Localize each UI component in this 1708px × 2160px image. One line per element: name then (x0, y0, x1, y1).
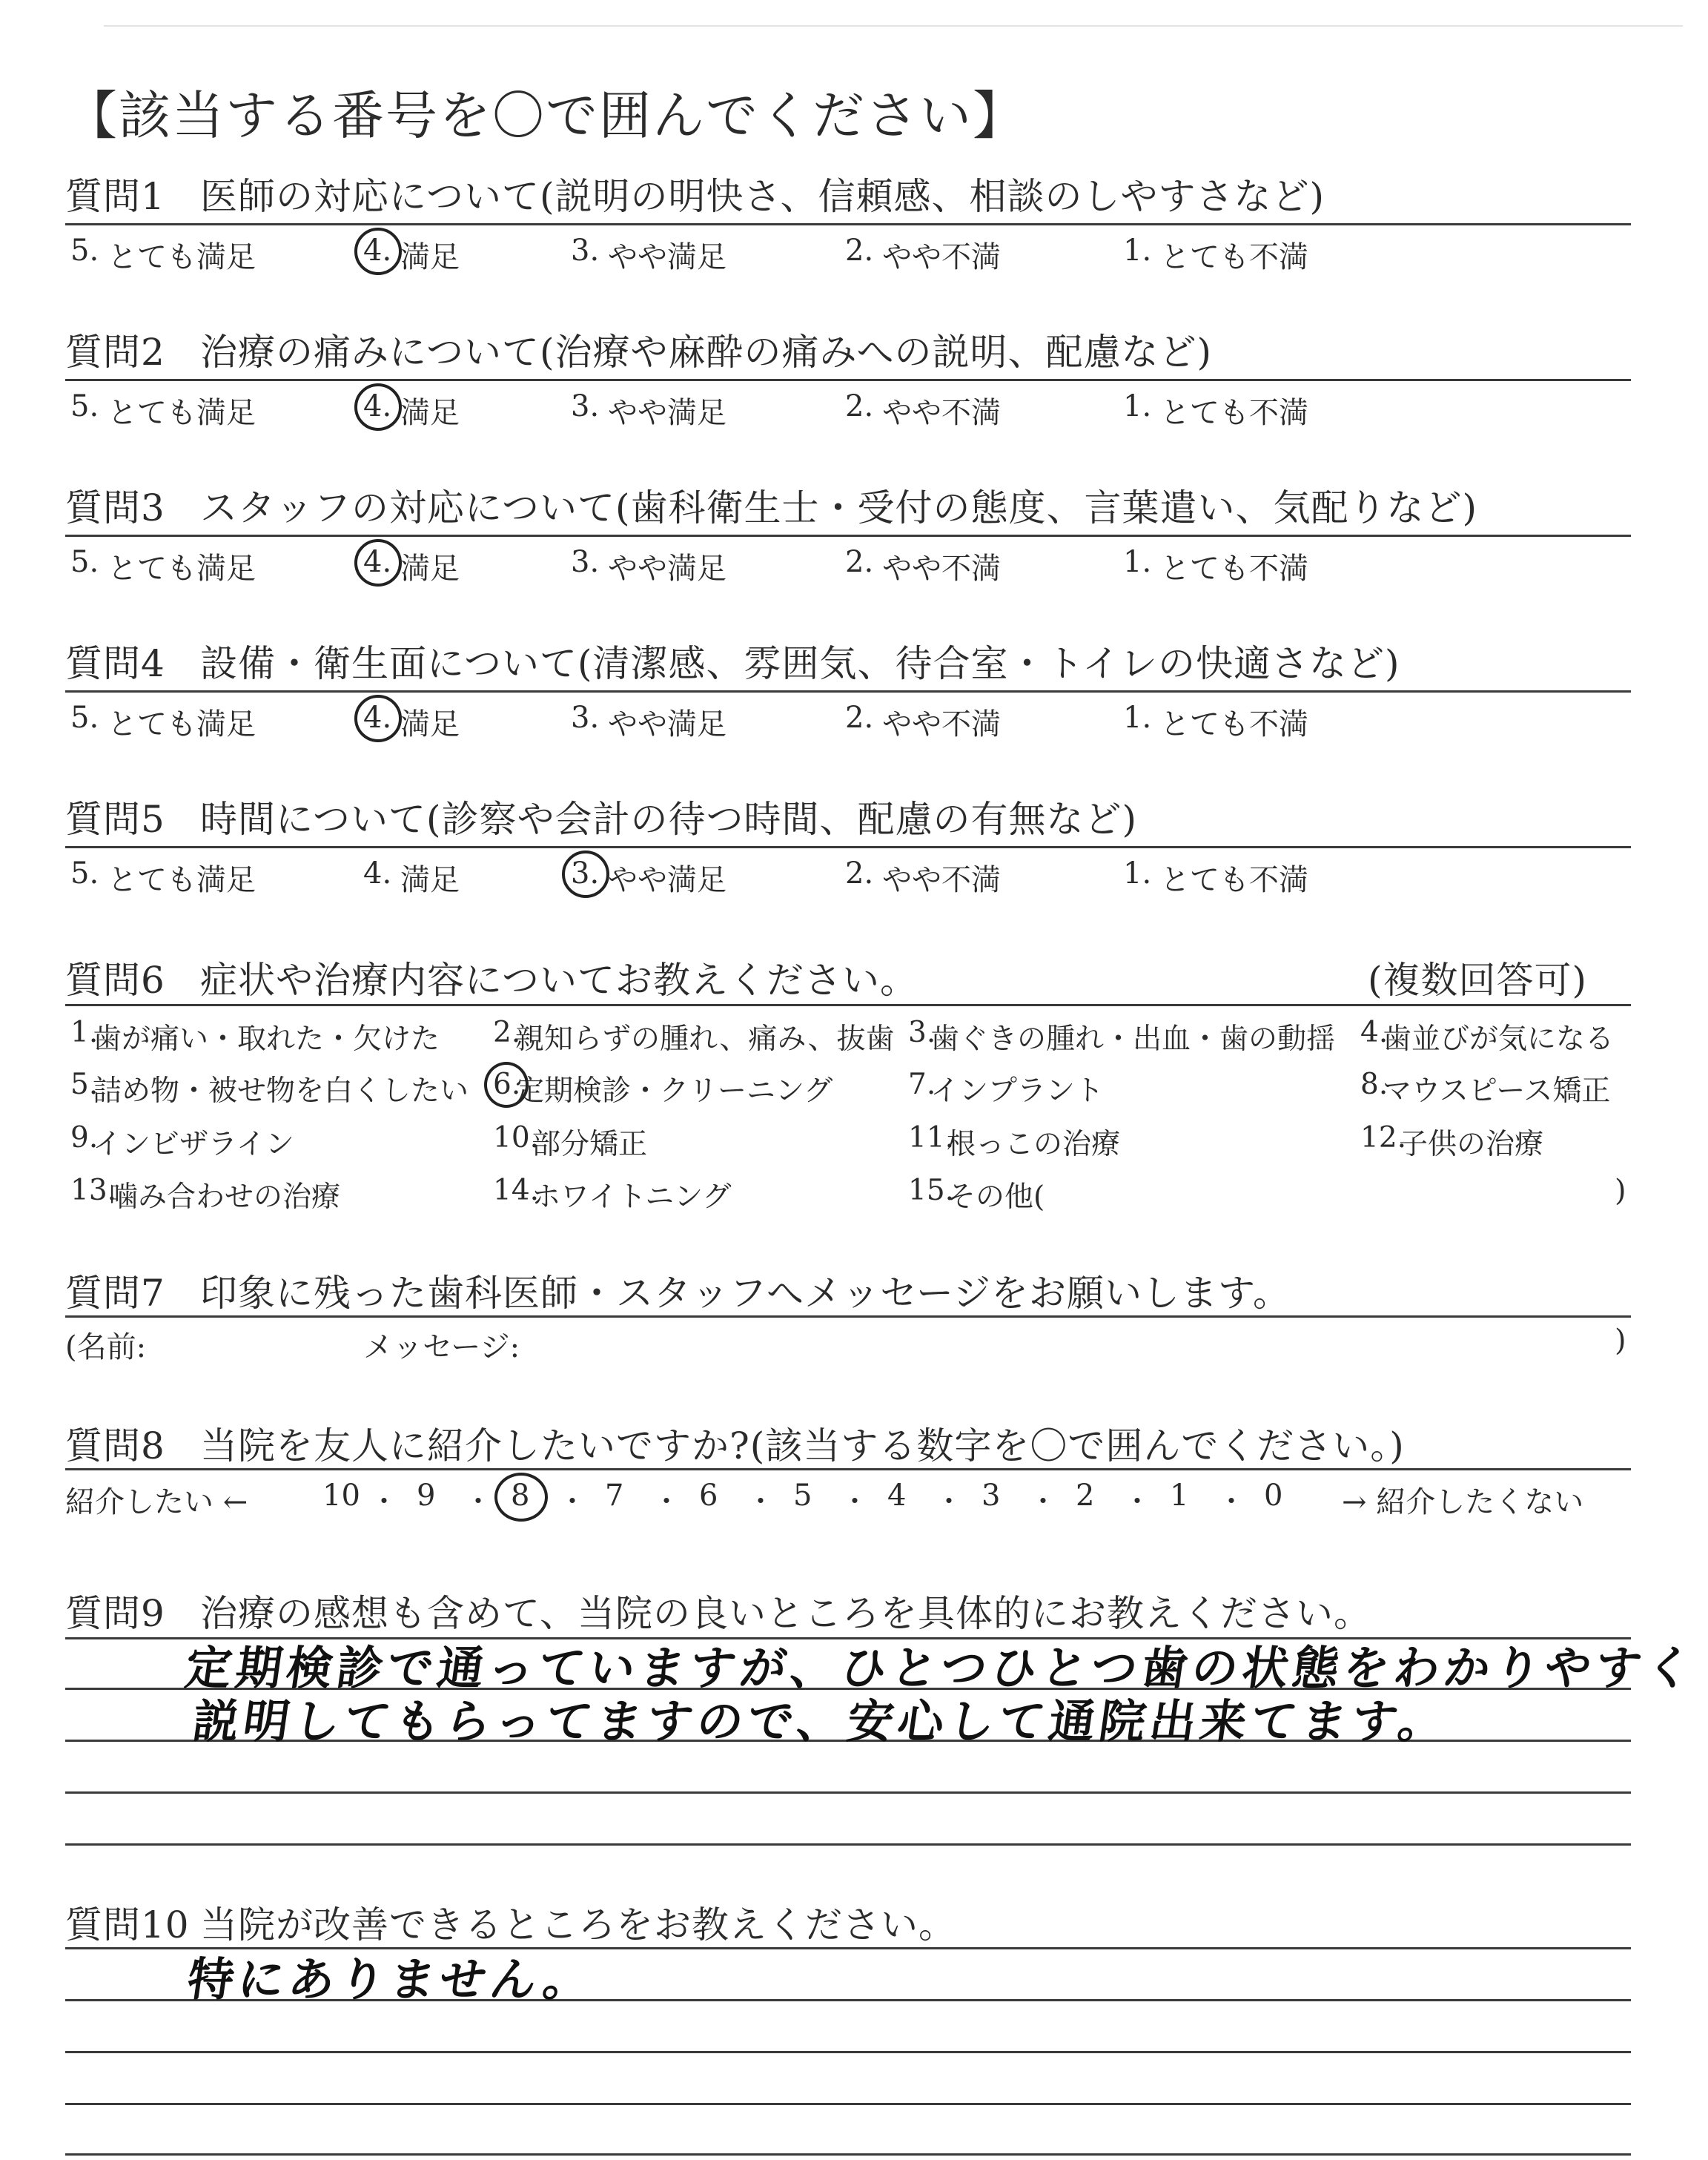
q6-option-num: 10. (493, 1121, 540, 1155)
q4-option-label: やや満足 (608, 707, 726, 742)
q6-option-num: 3. (908, 1016, 936, 1049)
q8-selected-circle (494, 1473, 548, 1522)
q3-label: 質問3 (65, 486, 165, 529)
q8-scale-separator: ・ (935, 1485, 964, 1518)
page-title: 【該当する番号を〇で囲んでください】 (65, 85, 1026, 146)
q3-option-num: 4. (363, 545, 392, 579)
q2-option-label: やや不満 (882, 396, 1001, 430)
q4-option-num: 1. (1123, 701, 1152, 735)
q8-scale-value: 1 (1170, 1479, 1189, 1513)
q8-scale-value: 5 (793, 1479, 812, 1513)
q3-text: スタッフの対応について(歯科衛生士・受付の態度、言葉遣い、気配りなど) (200, 486, 1478, 529)
q8-scale-value: 8 (511, 1479, 530, 1513)
q6-option-label: 歯ぐきの腫れ・出血・歯の動揺 (930, 1023, 1336, 1056)
q8-scale-value: 7 (605, 1479, 624, 1513)
q6-option-num: 8. (1360, 1068, 1388, 1101)
q1-option-label: とても満足 (107, 240, 256, 274)
q6-text: 症状や治療内容についてお教えください。 (200, 959, 918, 1002)
q2-option-num: 4. (363, 389, 392, 423)
q6-option-label: 歯が痛い・取れた・欠けた (93, 1023, 440, 1056)
q8-scale-separator: ・ (1217, 1485, 1246, 1518)
q6-option-label: 定期検診・クリーニング (515, 1074, 833, 1108)
q5-label: 質問5 (65, 798, 165, 841)
q6-option-num: 6. (493, 1068, 521, 1101)
q8-left-label: 紹介したい ← (65, 1485, 248, 1519)
q4-option-label: とても満足 (107, 707, 256, 742)
q8-scale-value: 4 (887, 1479, 907, 1513)
q7-close: ) (1615, 1324, 1626, 1358)
q1-label: 質問1 (65, 175, 165, 218)
q9-answer-line-2: 説明してもらってますので、安心して通院出来てます。 (189, 1694, 1453, 1748)
q5-option-num: 1. (1123, 856, 1152, 891)
q8-scale-separator: ・ (652, 1485, 681, 1518)
q3-option-num: 3. (571, 545, 600, 579)
q2-option-num: 2. (845, 389, 874, 423)
q5-option-num: 4. (363, 856, 392, 891)
q4-option-num: 2. (845, 701, 874, 735)
q6-option-num: 9. (70, 1121, 99, 1155)
q8-right-label: → 紹介したくない (1342, 1485, 1584, 1519)
q1-option-label: 満足 (400, 240, 460, 274)
q2-selected-circle (354, 383, 402, 431)
q1-option-label: やや不満 (882, 240, 1001, 274)
q8-rule (65, 1468, 1631, 1470)
q6-option-label: その他( (947, 1180, 1045, 1214)
q8-scale-value: 9 (417, 1479, 436, 1513)
q1-option-num: 4. (363, 234, 392, 268)
q6-option-label: 詰め物・被せ物を白くしたい (93, 1074, 469, 1108)
q5-option-label: やや満足 (608, 863, 726, 897)
q4-option-label: 満足 (400, 707, 460, 742)
q5-text: 時間について(診察や会計の待つ時間、配慮の有無など) (200, 798, 1138, 841)
q6-option-num: 12. (1360, 1121, 1407, 1155)
q2-label: 質問2 (65, 331, 165, 374)
q1-text: 医師の対応について(説明の明快さ、信頼感、相談のしやすさなど) (200, 175, 1325, 218)
q9-answer-line-1: 定期検診で通っていますが、ひとつひとつ歯の状態をわかりやすく (182, 1641, 1701, 1695)
q2-rule (65, 379, 1631, 381)
q9-label: 質問9 (65, 1592, 165, 1635)
q3-option-label: とても不満 (1160, 552, 1308, 586)
q10-line-2 (65, 2051, 1631, 2053)
q8-scale-value: 10 (322, 1479, 360, 1513)
q1-option-num: 3. (571, 234, 600, 268)
q2-option-label: やや満足 (608, 396, 726, 430)
q6-option-num: 2. (493, 1016, 521, 1049)
q7-text: 印象に残った歯科医師・スタッフへメッセージをお願いします。 (200, 1272, 1291, 1315)
q5-option-label: 満足 (400, 863, 460, 897)
q6-option-num: 13. (70, 1174, 117, 1207)
q5-option-label: やや不満 (882, 863, 1001, 897)
q6-option-label: マウスピース矯正 (1383, 1074, 1611, 1108)
q2-text: 治療の痛みについて(治療や麻酔の痛みへの説明、配慮など) (200, 331, 1213, 374)
q6-option-num: 5. (70, 1068, 99, 1101)
q6-note: (複数回答可) (1368, 959, 1588, 1002)
q1-option-num: 5. (70, 234, 99, 268)
q3-selected-circle (354, 539, 402, 587)
q6-option-label: ホワイトニング (532, 1180, 732, 1214)
q4-text: 設備・衛生面について(清潔感、雰囲気、待合室・トイレの快適さなど) (200, 642, 1400, 685)
q1-option-num: 1. (1123, 234, 1152, 268)
q5-option-num: 3. (571, 856, 600, 891)
q10-line-4 (65, 2153, 1631, 2156)
q1-option-label: やや満足 (608, 240, 726, 274)
top-edge-rule (104, 25, 1683, 27)
q8-scale-separator: ・ (464, 1485, 493, 1518)
q1-selected-circle (354, 228, 402, 275)
q4-option-num: 5. (70, 701, 99, 735)
q5-option-num: 5. (70, 856, 99, 891)
q6-option-num: 1. (70, 1016, 99, 1049)
q3-option-label: やや不満 (882, 552, 1001, 586)
q8-scale-value: 3 (982, 1479, 1001, 1513)
q4-rule (65, 690, 1631, 693)
q6-option-num: 4. (1360, 1016, 1388, 1049)
q4-option-num: 3. (571, 701, 600, 735)
q8-scale-separator: ・ (558, 1485, 587, 1518)
q8-label: 質問8 (65, 1424, 165, 1467)
q6-label: 質問6 (65, 959, 165, 1002)
q10-label: 質問10 (65, 1903, 190, 1946)
q6-other-close: ) (1615, 1174, 1626, 1208)
q2-option-label: とても不満 (1160, 396, 1308, 430)
q7-name-label: (名前: (65, 1330, 147, 1364)
q4-option-label: とても不満 (1160, 707, 1308, 742)
q10-answer-line-1: 特にありません。 (184, 1952, 598, 2007)
q6-option-num: 11. (908, 1121, 955, 1155)
q2-option-num: 1. (1123, 389, 1152, 423)
q2-option-num: 3. (571, 389, 600, 423)
q6-option-label: インビザライン (93, 1128, 294, 1161)
q6-option-num: 7. (908, 1068, 936, 1101)
q8-scale-separator: ・ (370, 1485, 399, 1518)
q6-option-label: インプラント (930, 1074, 1105, 1108)
q6-option-label: 歯並びが気になる (1383, 1023, 1615, 1056)
q3-option-label: やや満足 (608, 552, 726, 586)
q8-scale-value: 6 (699, 1479, 718, 1513)
q8-text: 当院を友人に紹介したいですか?(該当する数字を〇で囲んでください。) (200, 1424, 1405, 1467)
q9-text: 治療の感想も含めて、当院の良いところを具体的にお教えください。 (200, 1592, 1371, 1635)
q5-option-label: とても満足 (107, 863, 256, 897)
q3-option-label: とても満足 (107, 552, 256, 586)
q6-option-num: 14. (493, 1174, 540, 1207)
q3-option-num: 1. (1123, 545, 1152, 579)
q6-option-label: 根っこの治療 (947, 1128, 1121, 1161)
q8-scale-value: 2 (1076, 1479, 1095, 1513)
q6-option-label: 子供の治療 (1399, 1128, 1544, 1161)
q10-line-3 (65, 2103, 1631, 2105)
q2-option-num: 5. (70, 389, 99, 423)
q5-option-label: とても不満 (1160, 863, 1308, 897)
q8-scale-value: 0 (1264, 1479, 1283, 1513)
q4-label: 質問4 (65, 642, 165, 685)
q8-scale-separator: ・ (1123, 1485, 1152, 1518)
q3-option-num: 5. (70, 545, 99, 579)
q8-scale-separator: ・ (747, 1485, 775, 1518)
q1-rule (65, 223, 1631, 225)
q6-rule (65, 1004, 1631, 1006)
q6-option-label: 親知らずの腫れ、痛み、抜歯 (515, 1023, 895, 1056)
q7-rule (65, 1315, 1631, 1318)
q3-option-label: 満足 (400, 552, 460, 586)
q4-option-num: 4. (363, 701, 392, 735)
q6-option-num: 15. (908, 1174, 955, 1207)
q8-scale-separator: ・ (1029, 1485, 1058, 1518)
q9-line-4 (65, 1843, 1631, 1846)
q3-option-num: 2. (845, 545, 874, 579)
q9-line-3 (65, 1791, 1631, 1794)
q6-option-label: 噛み合わせの治療 (109, 1180, 341, 1214)
q1-option-label: とても不満 (1160, 240, 1308, 274)
q7-message-label: メッセージ: (363, 1330, 520, 1364)
q6-selected-circle (484, 1062, 529, 1108)
q7-label: 質問7 (65, 1272, 165, 1315)
q8-scale-separator: ・ (841, 1485, 870, 1518)
q2-option-label: 満足 (400, 396, 460, 430)
q5-rule (65, 846, 1631, 848)
q4-option-label: やや不満 (882, 707, 1001, 742)
q6-option-label: 部分矯正 (532, 1128, 648, 1161)
q2-option-label: とても満足 (107, 396, 256, 430)
q3-rule (65, 535, 1631, 537)
q10-text: 当院が改善できるところをお教えください。 (200, 1903, 956, 1946)
q1-option-num: 2. (845, 234, 874, 268)
q4-selected-circle (354, 695, 402, 742)
q5-option-num: 2. (845, 856, 874, 891)
q5-selected-circle (562, 851, 609, 898)
